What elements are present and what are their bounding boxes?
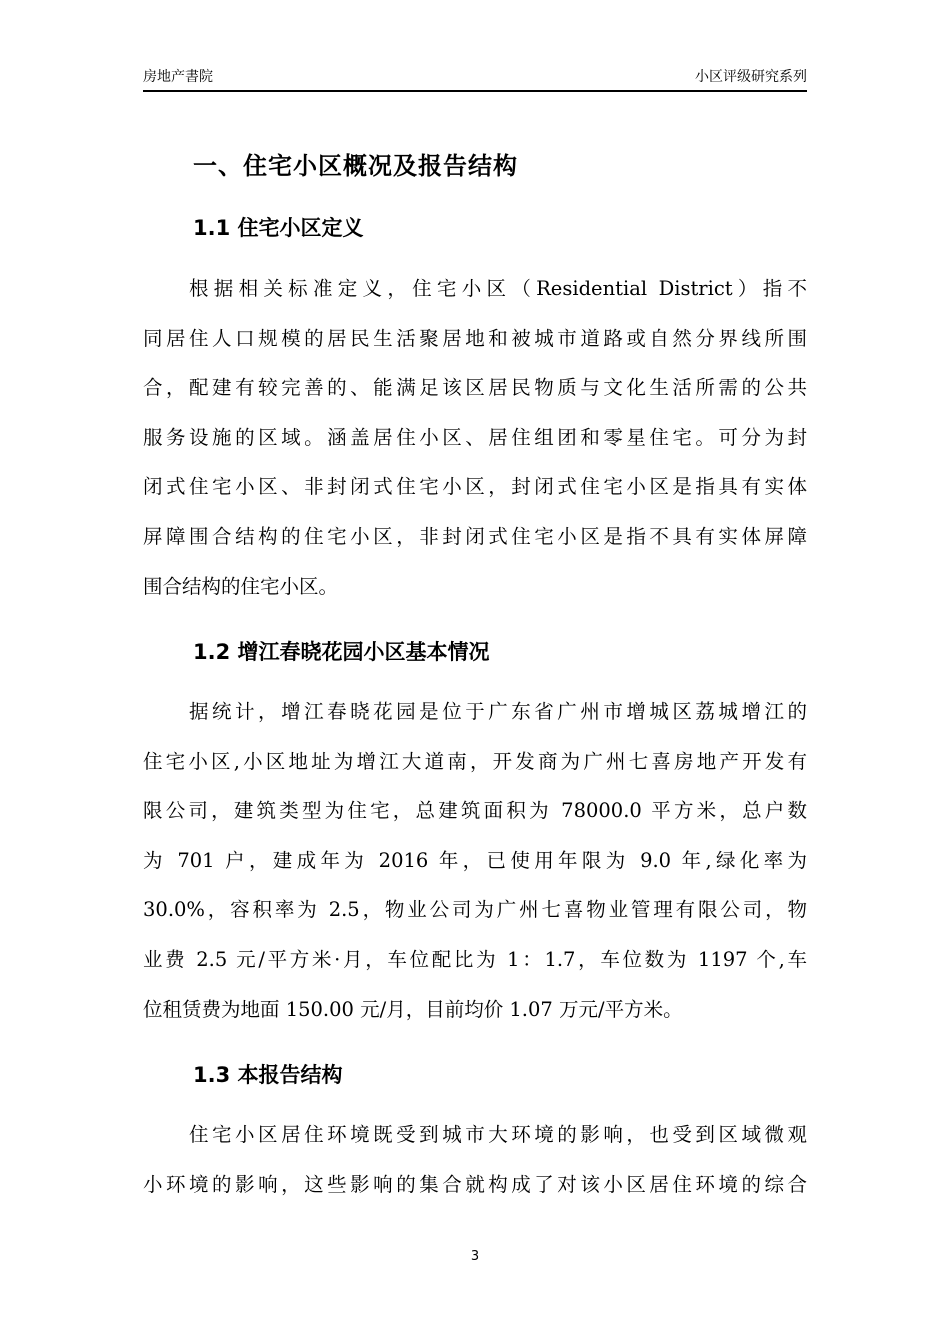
header-publisher: 房地产書院 (143, 69, 213, 85)
paragraph-line: 位租赁费为地面 150.00 元/月，目前均价 1.07 万元/平方米。 (143, 997, 683, 1021)
paragraph-line: 限公司，建筑类型为住宅，总建筑面积为 78000.0 平方米，总户数 (143, 799, 807, 823)
section-heading-1-1: 1.1 住宅小区定义 (193, 216, 364, 240)
section-heading-1-3: 1.3 本报告结构 (193, 1063, 343, 1087)
chapter-title: 一、住宅小区概况及报告结构 (193, 152, 518, 180)
paragraph-line: 住宅小区居住环境既受到城市大环境的影响，也受到区域微观 (189, 1123, 807, 1146)
paragraph-line: 合，配建有较完善的、能满足该区居民物质与文化生活所需的公共 (143, 376, 807, 400)
paragraph-line: 据统计，增江春晓花园是位于广东省广州市增城区荔城增江的 (189, 700, 807, 723)
paragraph-line: 根据相关标准定义，住宅小区（Residential District）指不 (189, 277, 807, 300)
section-1-1-paragraph (143, 264, 807, 611)
section-1-2-paragraph (143, 687, 807, 1034)
header-series: 小区评级研究系列 (695, 69, 807, 85)
page-number: 3 (470, 1249, 480, 1264)
header-divider (143, 90, 807, 92)
page-header (143, 66, 807, 88)
paragraph-line: 30.0%，容积率为 2.5，物业公司为广州七喜物业管理有限公司，物 (143, 898, 807, 922)
paragraph-line: 为 701 户，建成年为 2016 年，已使用年限为 9.0 年,绿化率为 (143, 848, 807, 872)
paragraph-line: 小环境的影响，这些影响的集合就构成了对该小区居住环境的综合 (143, 1172, 807, 1196)
paragraph-line: 服务设施的区域。涵盖居住小区、居住组团和零星住宅。可分为封 (143, 425, 807, 449)
paragraph-line: 围合结构的住宅小区。 (143, 574, 339, 598)
section-heading-1-2: 1.2 增江春晓花园小区基本情况 (193, 640, 490, 664)
paragraph-line: 住宅小区,小区地址为增江大道南，开发商为广州七喜房地产开发有 (143, 749, 807, 773)
paragraph-line: 屏障围合结构的住宅小区，非封闭式住宅小区是指不具有实体屏障 (143, 524, 807, 548)
paragraph-line: 业费 2.5 元/平方米·月，车位配比为 1：1.7，车位数为 1197 个,车 (143, 947, 807, 971)
paragraph-line: 闭式住宅小区、非封闭式住宅小区，封闭式住宅小区是指具有实体 (143, 475, 807, 499)
section-1-3-paragraph (143, 1110, 807, 1209)
paragraph-line: 同居住人口规模的居民生活聚居地和被城市道路或自然分界线所围 (143, 326, 807, 350)
